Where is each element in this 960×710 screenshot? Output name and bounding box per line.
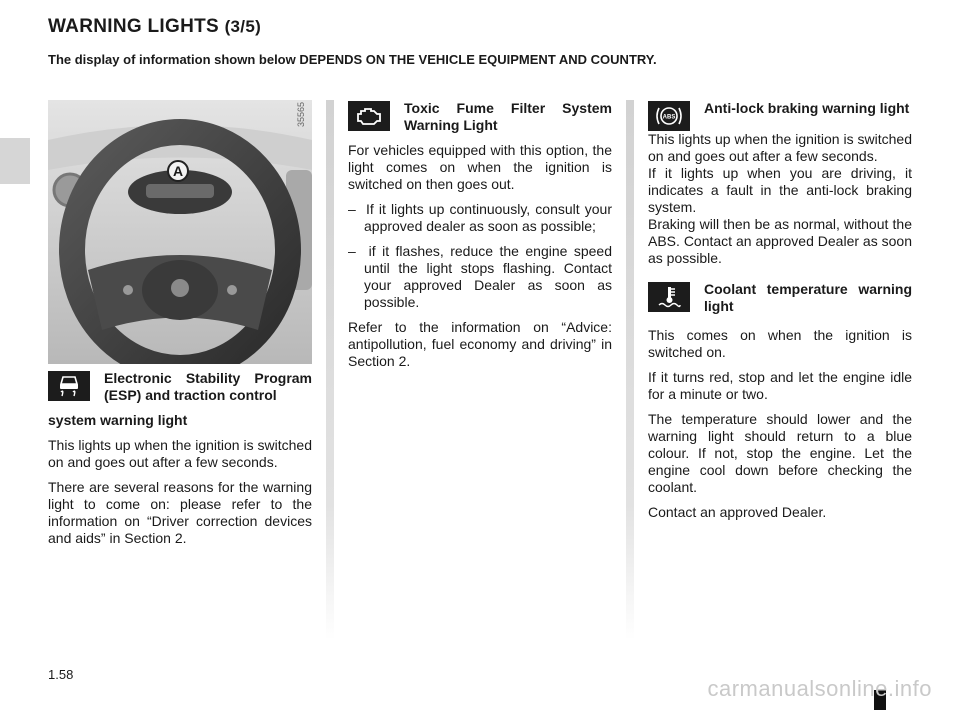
- coolant-title: Coolant temperature warning light: [704, 281, 912, 314]
- title-text: WARNING LIGHTS: [48, 16, 219, 37]
- toxic-outro: Refer to the information on “Advice: antipollution, fuel economy and driving” in Section 2.: [348, 319, 612, 369]
- toxic-intro: For vehicles equipped with this option, the light comes on when the ignition is switched on then goes out.: [348, 142, 612, 192]
- esp-title: Electronic Stability Program (ESP) and traction control: [104, 370, 312, 403]
- right-column: [648, 100, 912, 529]
- toxic-heading: [348, 100, 612, 134]
- coolant-heading: [648, 281, 912, 315]
- toxic-bullet-2: – if it flashes, reduce the engine speed until the light stops flashing. Contact your approved Dealer as soon as possible.: [348, 243, 612, 310]
- abs-line-3: Braking will then be as normal, without the ABS. Contact an approved Dealer as soon as possible.: [648, 216, 912, 266]
- toxic-bullet-2-text: if it flashes, reduce the engine speed until the light stops flashing. Contact your approved Dealer as soon as possible.: [364, 243, 612, 310]
- page-number: 1.58: [48, 667, 74, 682]
- coolant-paragraph-1: This comes on when the ignition is switched on.: [648, 327, 912, 360]
- title-part: (3/5): [224, 17, 262, 36]
- esp-section: [48, 370, 312, 555]
- abs-line-1: This lights up when the ignition is switched on and goes out after a few seconds.: [648, 131, 912, 164]
- figure-reference: 35565: [296, 102, 306, 128]
- abs-line-2: If it lights up when you are driving, it indicates a fault in the anti-lock braking system.: [648, 165, 912, 215]
- engine-icon: [348, 101, 390, 131]
- page-subtitle: The display of information shown below DEPENDS ON THE VEHICLE EQUIPMENT AND COUNTRY.: [48, 52, 657, 67]
- coolant-paragraph-3: The temperature should lower and the warning light should return to a blue colour. If not, stop the engine. Let the engine cool down before checking the coolant.: [648, 411, 912, 495]
- section-side-tab: [0, 138, 30, 184]
- esp-paragraph-1: This lights up when the ignition is switched on and goes out after a few seconds.: [48, 437, 312, 470]
- abs-icon-text: ABS: [662, 114, 676, 121]
- toxic-bullet-1-text: If it lights up continuously, consult your approved dealer as soon as possible;: [364, 201, 612, 234]
- coolant-paragraph-2: If it turns red, stop and let the engine idle for a minute or two.: [648, 369, 912, 402]
- abs-title: Anti-lock braking warning light: [704, 100, 910, 116]
- abs-icon: [648, 101, 690, 131]
- dashboard-illustration: [48, 100, 312, 364]
- watermark: carmanualsonline.info: [707, 676, 932, 701]
- abs-body: [648, 131, 912, 267]
- column-divider-1: [326, 100, 334, 640]
- toxic-title: Toxic Fume Filter System Warning Light: [404, 100, 612, 133]
- abs-heading: [648, 100, 912, 131]
- esp-title-continued: system warning light: [48, 412, 188, 428]
- esp-heading: [48, 370, 312, 404]
- esp-skid-icon: [48, 371, 90, 401]
- steering-wheel-drawing: [48, 100, 312, 364]
- toxic-bullet-1: – If it lights up continuously, consult your approved dealer as soon as possible;: [348, 201, 612, 234]
- page-title: [48, 16, 261, 38]
- toxic-fume-section: [348, 100, 612, 378]
- esp-paragraph-2: There are several reasons for the warning light to come on: please refer to the information on “Driver correction devices and aids” in Section 2.: [48, 479, 312, 546]
- column-divider-2: [626, 100, 634, 640]
- callout-a: A: [167, 160, 189, 182]
- coolant-temperature-icon: [648, 282, 690, 312]
- coolant-paragraph-4: Contact an approved Dealer.: [648, 504, 827, 520]
